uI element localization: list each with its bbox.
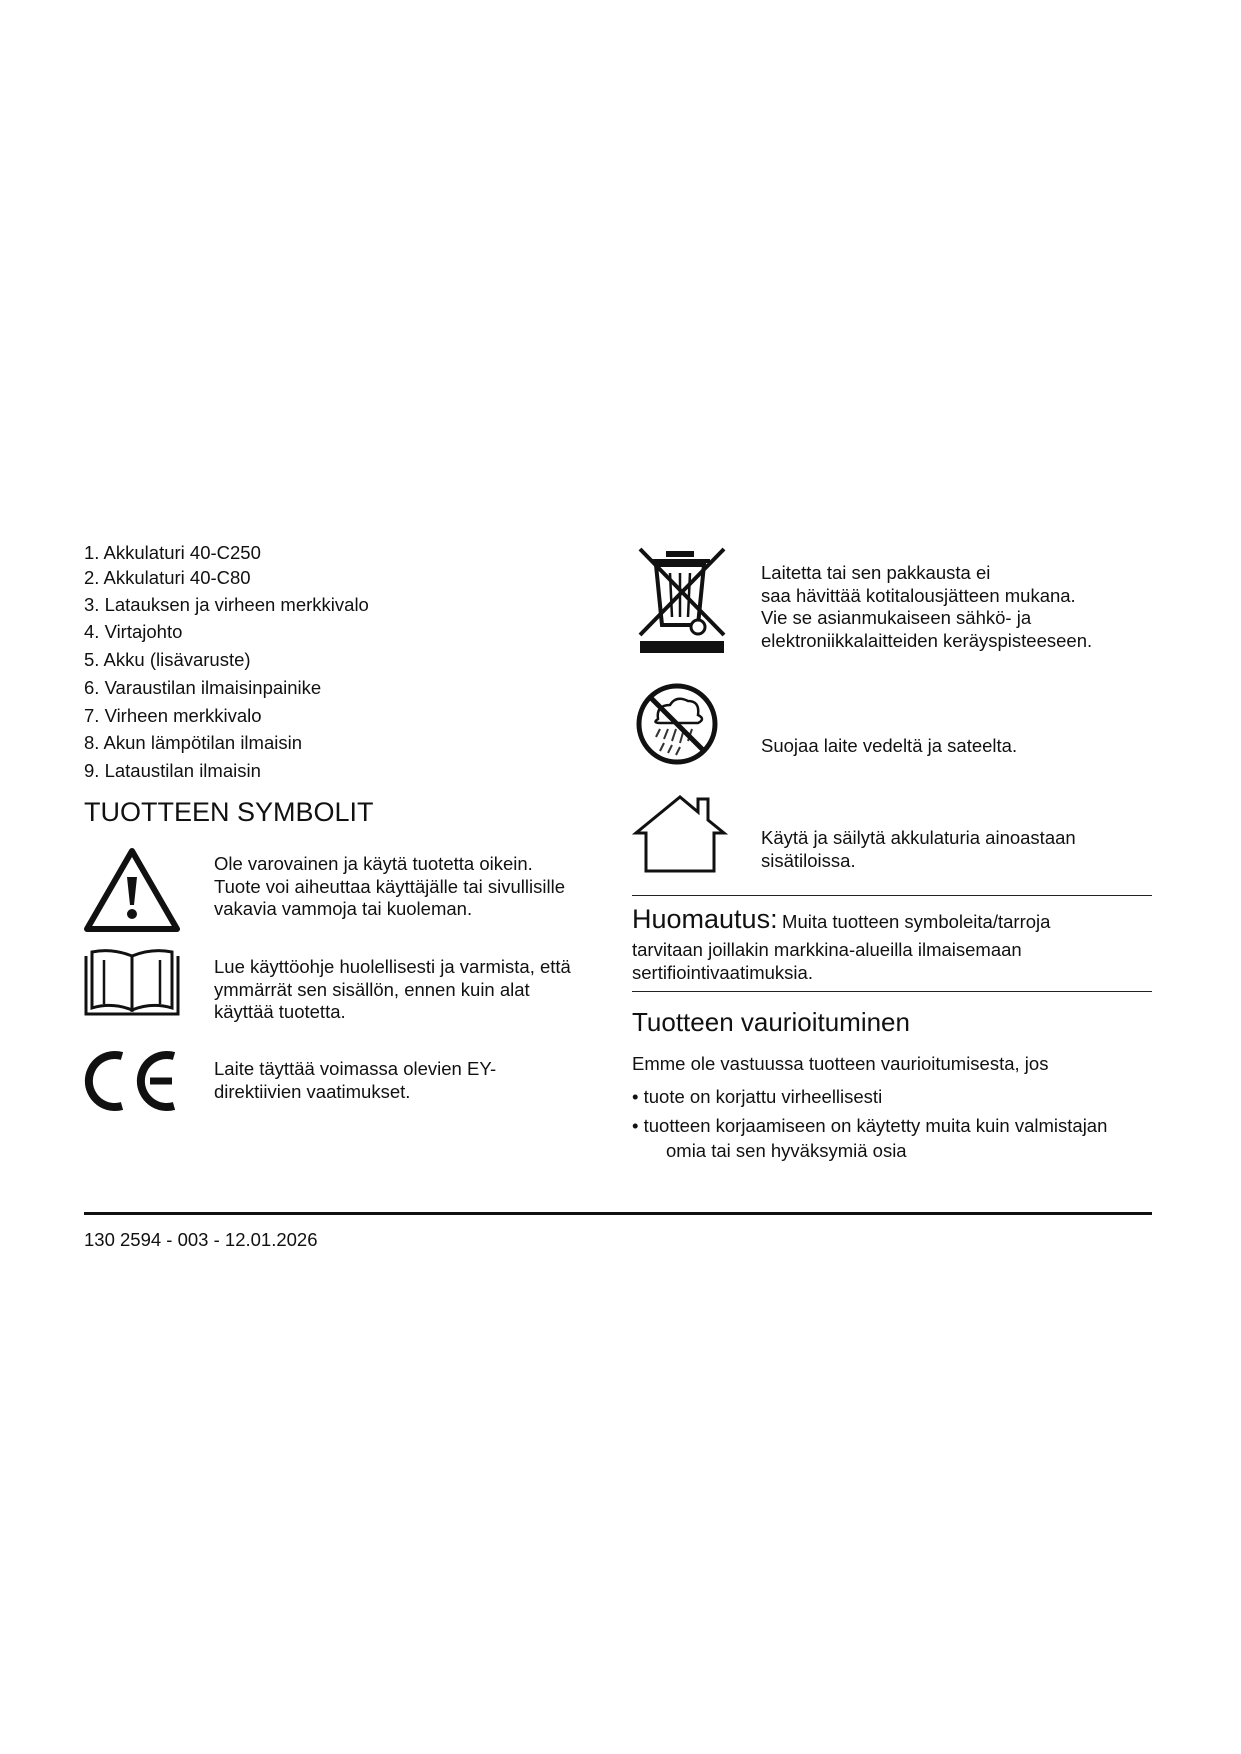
list-item: 1. Akkulaturi 40-C250 (84, 542, 261, 563)
no-rain-icon (632, 681, 722, 767)
note-label: Huomautus: (632, 904, 778, 934)
damage-bullet: • tuotteen korjaamiseen on käytetty muita kuin valmistajan (632, 1115, 1108, 1136)
rain-symbol-text: Suojaa laite vedeltä ja sateelta. (761, 735, 1018, 756)
document-number: 130 2594 - 003 - 12.01.2026 (84, 1229, 318, 1250)
note-top-divider (632, 895, 1152, 896)
list-item: 7. Virheen merkkivalo (84, 705, 262, 726)
open-manual-book-icon (84, 948, 180, 1018)
symbols-heading: TUOTTEEN SYMBOLIT (84, 797, 374, 827)
list-item: 2. Akkulaturi 40-C80 (84, 567, 251, 588)
list-item: 6. Varaustilan ilmaisinpainike (84, 677, 322, 698)
list-item: 5. Akku (lisävaruste) (84, 649, 251, 670)
damage-intro: Emme ole vastuussa tuotteen vaurioitumisesta, jos (632, 1053, 1049, 1074)
weee-symbol-text: Laitetta tai sen pakkausta ei saa hävittää kotitalousjätteen mukana. Vie se asianmukaiseen sähkö- ja elektroniikkalaitteiden keräyspisteeseen. (761, 562, 1093, 651)
ce-symbol-text: Laite täyttää voimassa olevien EY- direktiivien vaatimukset. (214, 1058, 497, 1102)
damage-bullet: • tuote on korjattu virheellisesti (632, 1086, 883, 1107)
note-text-line: sertifiointivaatimuksia. (632, 961, 813, 983)
note-block (632, 904, 1050, 984)
crossed-out-wheelie-bin-icon (638, 547, 726, 657)
footer-divider (84, 1212, 1152, 1215)
note-text-line: Muita tuotteen symboleita/tarroja (782, 911, 1051, 932)
house-indoor-icon (632, 793, 728, 873)
list-item: 9. Lataustilan ilmaisin (84, 760, 261, 781)
note-text-line: tarvitaan joillakin markkina-alueilla ilmaisemaan (632, 939, 1022, 960)
house-symbol-text: Käytä ja säilytä akkulaturia ainoastaan sisätiloissa. (761, 827, 1076, 871)
warning-triangle-icon (84, 847, 180, 933)
list-item: 8. Akun lämpötilan ilmaisin (84, 732, 302, 753)
manual-symbol-text: Lue käyttöohje huolellisesti ja varmista, että ymmärrät sen sisällön, ennen kuin alat käyttää tuotetta. (214, 956, 571, 1022)
list-item: 3. Latauksen ja virheen merkkivalo (84, 594, 369, 615)
list-item: 4. Virtajohto (84, 621, 183, 642)
damage-heading: Tuotteen vaurioituminen (632, 1007, 910, 1037)
note-bottom-divider (632, 991, 1152, 992)
ce-mark-icon (84, 1048, 180, 1114)
warning-symbol-text: Ole varovainen ja käytä tuotetta oikein. Tuote voi aiheuttaa käyttäjälle tai sivullisille vakavia vammoja tai kuoleman. (214, 853, 565, 919)
damage-bullet-continuation: omia tai sen hyväksymiä osia (666, 1140, 907, 1161)
